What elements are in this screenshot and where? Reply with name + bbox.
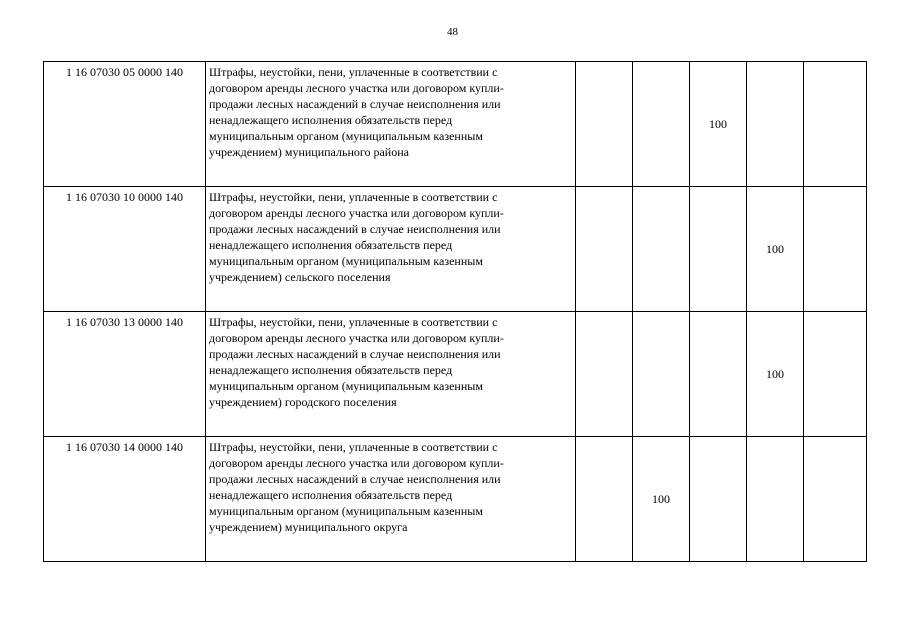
value-cell [576,62,633,187]
revenue-code: 1 16 07030 13 0000 140 [44,312,206,437]
value-cell [747,437,804,562]
value-cell: 100 [747,312,804,437]
value-cell [747,62,804,187]
value-cell: 100 [747,187,804,312]
revenue-table [43,61,867,562]
value-cell: 100 [690,62,747,187]
value-cell [804,187,867,312]
value-cell [633,187,690,312]
value-cell [576,312,633,437]
value-cell: 100 [633,437,690,562]
revenue-description: Штрафы, неустойки, пени, уплаченные в соответствии с договором аренды лесного участка или договором купли- продажи лесных насаждений в случае неисполнения или ненадлежащего исполнения обязательств перед муниципальным органом (муниципальным казенным учреждением) сельского поселения [206,187,576,312]
table-row [44,62,867,187]
value-cell [804,437,867,562]
table-row [44,437,867,562]
value-cell [576,437,633,562]
value-cell [576,187,633,312]
revenue-description: Штрафы, неустойки, пени, уплаченные в соответствии с договором аренды лесного участка или договором купли- продажи лесных насаждений в случае неисполнения или ненадлежащего исполнения обязательств перед муниципальным органом (муниципальным казенным учреждением) муниципального района [206,62,576,187]
revenue-description: Штрафы, неустойки, пени, уплаченные в соответствии с договором аренды лесного участка или договором купли- продажи лесных насаждений в случае неисполнения или ненадлежащего исполнения обязательств перед муниципальным органом (муниципальным казенным учреждением) муниципального округа [206,437,576,562]
value-cell [690,437,747,562]
revenue-description: Штрафы, неустойки, пени, уплаченные в соответствии с договором аренды лесного участка или договором купли- продажи лесных насаждений в случае неисполнения или ненадлежащего исполнения обязательств перед муниципальным органом (муниципальным казенным учреждением) городского поселения [206,312,576,437]
table-row [44,187,867,312]
value-cell [804,62,867,187]
value-cell [804,312,867,437]
value-cell [633,312,690,437]
value-cell [633,62,690,187]
value-cell [690,187,747,312]
page-number: 48 [447,26,458,38]
revenue-code: 1 16 07030 05 0000 140 [44,62,206,187]
revenue-code: 1 16 07030 14 0000 140 [44,437,206,562]
table-row [44,312,867,437]
value-cell [690,312,747,437]
revenue-code: 1 16 07030 10 0000 140 [44,187,206,312]
